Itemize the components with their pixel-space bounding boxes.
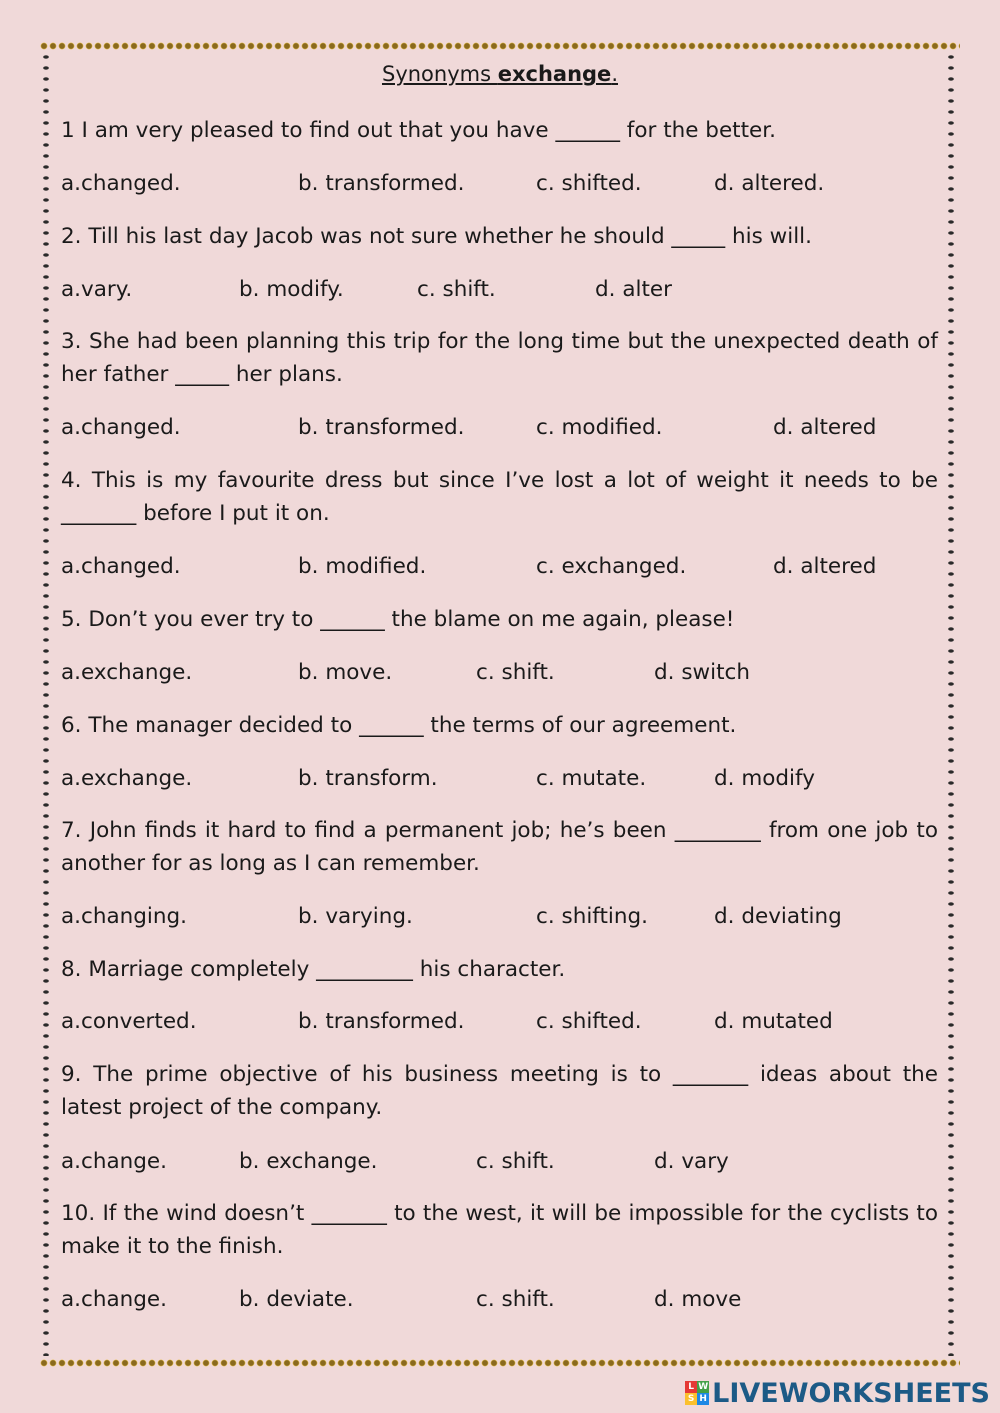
options-3 [61,411,938,444]
option-d[interactable]: d. move [654,1287,742,1312]
option-a[interactable]: a.changing. [61,904,187,929]
question-7: 7. John finds it hard to find a permanent job; he’s been ________ from one job to another for as long as I can remember. [61,818,938,876]
option-a[interactable]: a.changed. [61,171,181,196]
option-c[interactable]: c. mutate. [536,766,647,791]
question-4: 4. This is my favourite dress but since I’ve lost a lot of weight it needs to be _______ before I put it on. [61,468,938,526]
options-7 [61,900,938,933]
title-prefix: Synonyms [381,62,498,86]
question-8: 8. Marriage completely _________ his character. [61,957,566,982]
options-10 [61,1283,938,1316]
option-a[interactable]: a.change. [61,1149,167,1174]
option-d[interactable]: d. deviating [714,904,842,929]
option-d[interactable]: d. modify [714,766,815,791]
question-1: 1 I am very pleased to find out that you have ______ for the better. [61,118,776,143]
option-b[interactable]: b. transformed. [298,1009,465,1034]
option-b[interactable]: b. transformed. [298,415,465,440]
question-5: 5. Don’t you ever try to ______ the blame on me again, please! [61,607,735,632]
worksheet-title [0,62,1000,86]
logo-text: LIVEWORKSHEETS [712,1377,990,1409]
options-8 [61,1005,938,1038]
option-b[interactable]: b. modify. [239,277,344,302]
option-c[interactable]: c. shifting. [536,904,648,929]
option-a[interactable]: a.exchange. [61,766,193,791]
question-6: 6. The manager decided to ______ the terms of our agreement. [61,713,737,738]
option-a[interactable]: a.converted. [61,1009,197,1034]
decorative-border-bottom [40,1359,960,1367]
logo-icon-letter: H [697,1393,709,1405]
title-suffix: . [611,62,618,86]
logo-icon-letter: L [685,1381,697,1393]
options-9 [61,1145,938,1178]
option-a[interactable]: a.changed. [61,415,181,440]
option-c[interactable]: c. shifted. [536,1009,642,1034]
option-d[interactable]: d. altered. [714,171,825,196]
option-d[interactable]: d. mutated [714,1009,833,1034]
option-b[interactable]: b. move. [298,660,393,685]
option-a[interactable]: a.change. [61,1287,167,1312]
option-b[interactable]: b. deviate. [239,1287,354,1312]
question-10: 10. If the wind doesn’t _______ to the west, it will be impossible for the cyclists to make it to the finish. [61,1201,938,1259]
option-c[interactable]: c. modified. [536,415,663,440]
option-d[interactable]: d. alter [595,277,672,302]
question-9: 9. The prime objective of his business meeting is to _______ ideas about the latest project of the company. [61,1062,938,1120]
option-b[interactable]: b. varying. [298,904,413,929]
decorative-border-right [945,52,957,1356]
liveworksheets-logo[interactable] [685,1376,990,1410]
decorative-border-top [40,42,960,50]
option-d[interactable]: d. altered [773,554,877,579]
option-c[interactable]: c. shift. [417,277,496,302]
question-2: 2. Till his last day Jacob was not sure whether he should _____ his will. [61,224,812,249]
option-c[interactable]: c. shift. [476,1149,555,1174]
options-5 [61,656,938,689]
logo-icon-letter: W [698,1382,709,1392]
option-d[interactable]: d. switch [654,660,750,685]
decorative-border-left [40,52,52,1356]
option-b[interactable]: b. transform. [298,766,438,791]
option-b[interactable]: b. modified. [298,554,427,579]
option-c[interactable]: c. exchanged. [536,554,687,579]
option-c[interactable]: c. shifted. [536,171,642,196]
option-c[interactable]: c. shift. [476,1287,555,1312]
options-4 [61,550,938,583]
option-b[interactable]: b. exchange. [239,1149,378,1174]
option-a[interactable]: a.vary. [61,277,133,302]
liveworksheets-icon [685,1381,709,1405]
question-3: 3. She had been planning this trip for the long time but the unexpected death of her father _____ her plans. [61,329,938,387]
option-b[interactable]: b. transformed. [298,171,465,196]
option-c[interactable]: c. shift. [476,660,555,685]
option-a[interactable]: a.exchange. [61,660,193,685]
options-2 [61,273,938,306]
option-d[interactable]: d. altered [773,415,877,440]
options-6 [61,762,938,795]
title-keyword: exchange [497,62,612,86]
logo-icon-letter: S [685,1393,697,1405]
option-a[interactable]: a.changed. [61,554,181,579]
option-d[interactable]: d. vary [654,1149,729,1174]
options-1 [61,167,938,200]
